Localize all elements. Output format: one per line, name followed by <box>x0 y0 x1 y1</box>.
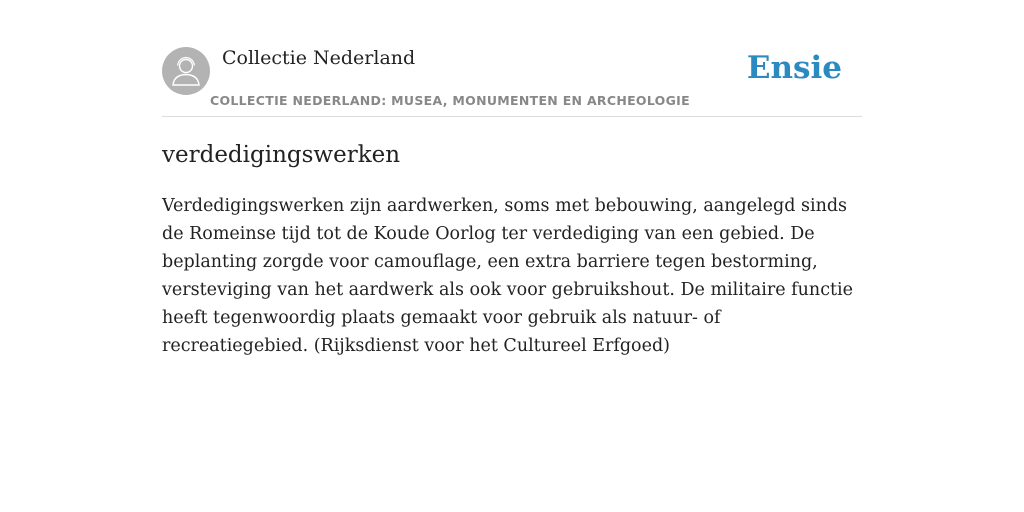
article-body: Verdedigingswerken zijn aardwerken, soms met bebouwing, aangelegd sinds de Romeinse tijd tot de Koude Oorlog ter verdediging van een gebied. De beplanting zorgde voor camouflage, een extra barriere tegen bestorming, versteviging van het aardwerk als ook voor gebruikshout. De militaire functie heeft tegenwoordig plaats gemaakt voor gebruik als natuur- of recreatiegebied. (Rijksdienst voor het Cultureel Erfgoed) <box>162 196 853 356</box>
author-name[interactable]: Collectie Nederland <box>222 47 416 69</box>
avatar[interactable] <box>162 47 210 95</box>
article-header <box>162 46 862 117</box>
user-silhouette-icon <box>162 47 210 95</box>
article-title: verdedigingswerken <box>162 142 401 168</box>
brand-logo[interactable]: Ensie <box>746 50 842 86</box>
collection-subtitle[interactable]: COLLECTIE NEDERLAND: MUSEA, MONUMENTEN EN ARCHEOLOGIE <box>210 93 690 108</box>
